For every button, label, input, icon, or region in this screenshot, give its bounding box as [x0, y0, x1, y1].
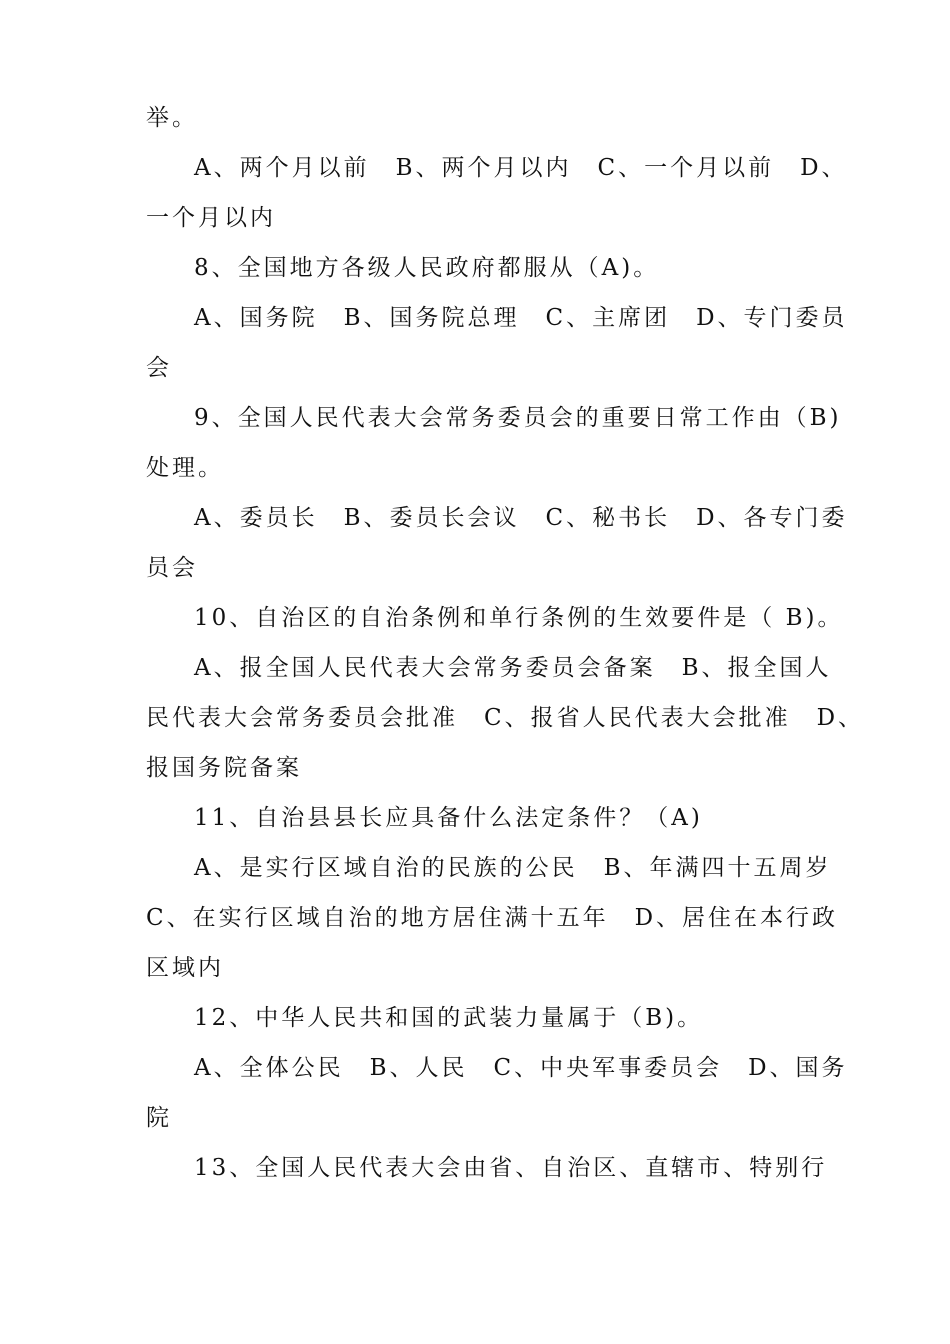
text-line: 员会: [146, 555, 198, 581]
question-line: 11、自治县县长应具备什么法定条件？（A): [194, 805, 703, 831]
text-line: 区域内: [146, 955, 224, 981]
text-line: 处理。: [146, 455, 224, 481]
question-line: 8、全国地方各级人民政府都服从（A)。: [194, 255, 660, 281]
question-line: 9、全国人民代表大会常务委员会的重要日常工作由（B): [194, 405, 842, 431]
question-line: 12、中华人民共和国的武装力量属于（B)。: [194, 1005, 704, 1031]
text-line: A、全体公民 B、人民 C、中央军事委员会 D、国务: [194, 1055, 848, 1081]
text-line: 民代表大会常务委员会批准 C、报省人民代表大会批准 D、: [146, 705, 865, 731]
text-line: A、两个月以前 B、两个月以内 C、一个月以前 D、: [194, 155, 848, 181]
text-line: A、国务院 B、国务院总理 C、主席团 D、专门委员: [194, 305, 848, 331]
text-line: A、是实行区域自治的民族的公民 B、年满四十五周岁: [194, 855, 832, 881]
text-line: 院: [146, 1105, 172, 1131]
text-line: 报国务院备案: [146, 755, 302, 781]
text-line: 一个月以内: [146, 205, 276, 231]
text-line: C、在实行区域自治的地方居住满十五年 D、居住在本行政: [146, 905, 839, 931]
question-line: 10、自治区的自治条例和单行条例的生效要件是（ B)。: [194, 605, 844, 631]
text-line: A、委员长 B、委员长会议 C、秘书长 D、各专门委: [194, 505, 848, 531]
text-line: 会: [146, 355, 172, 381]
question-line: 13、全国人民代表大会由省、自治区、直辖市、特别行: [194, 1155, 828, 1181]
text-line: 举。: [146, 105, 198, 131]
text-line: A、报全国人民代表大会常务委员会备案 B、报全国人: [194, 655, 832, 681]
